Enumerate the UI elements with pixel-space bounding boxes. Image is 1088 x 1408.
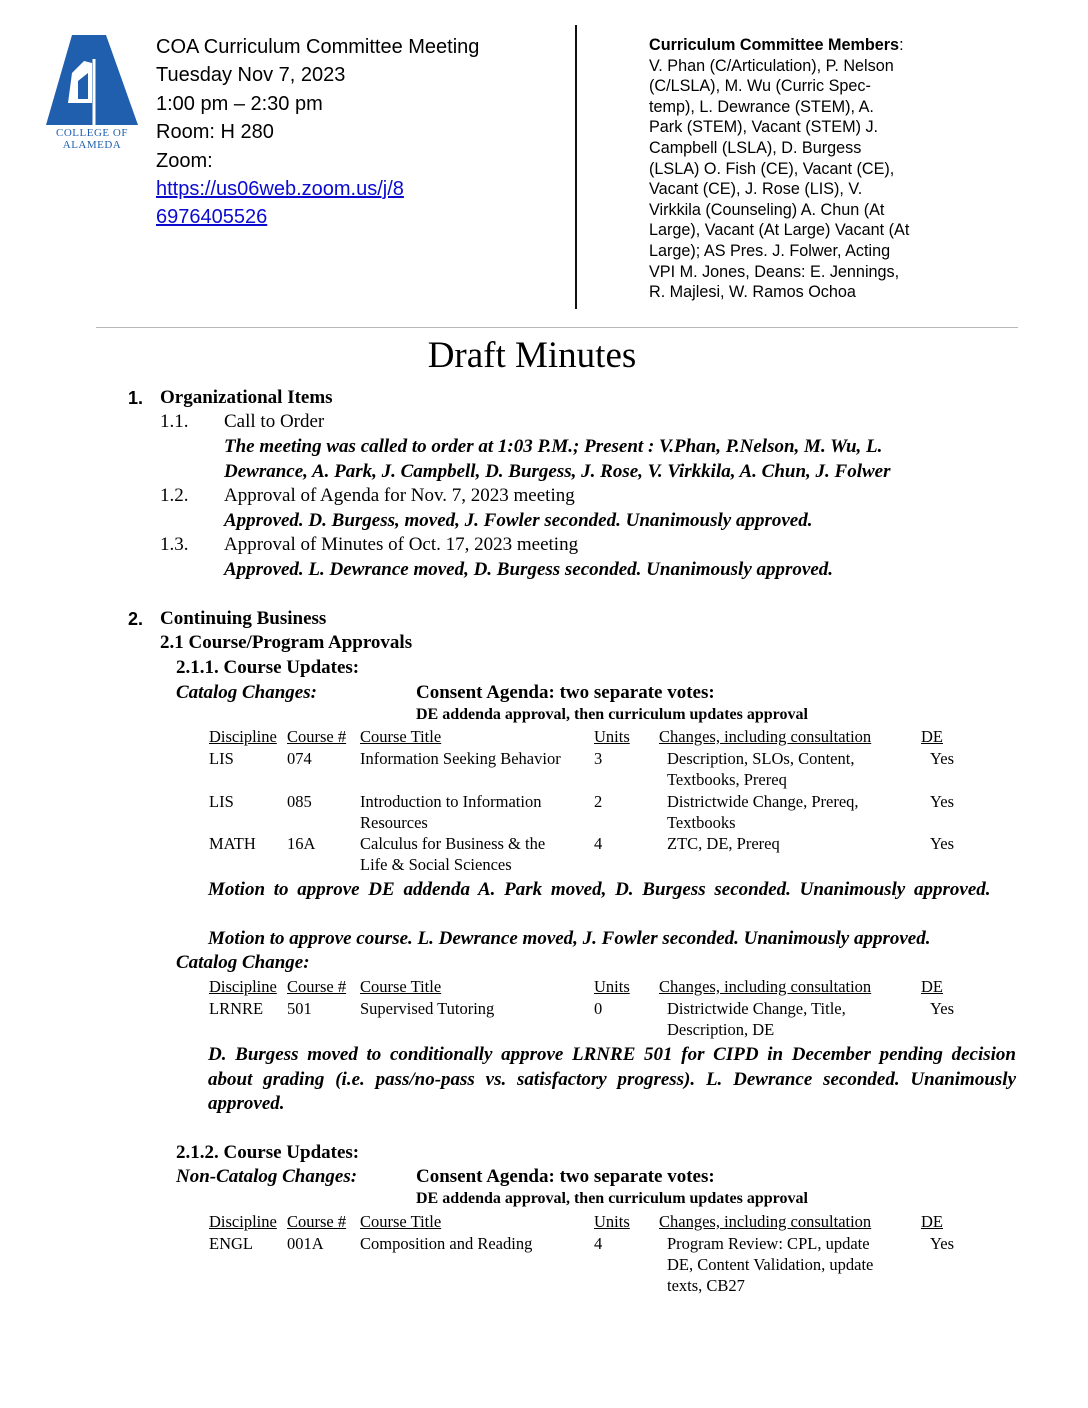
col-header-de: DE — [921, 727, 943, 746]
item-note: Approved. D. Burgess, moved, J. Fowler seconded. Unanimously approved. — [224, 510, 813, 531]
cell-de: Yes — [930, 792, 955, 811]
subsection-heading: 2.1 Course/Program Approvals — [160, 632, 413, 653]
col-header-course-num: Course # — [287, 727, 347, 746]
consent-agenda-sub: DE addenda approval, then curriculum updates approval — [416, 706, 808, 723]
college-of-alameda-logo — [44, 33, 140, 153]
members-line: temp), L. Dewrance (STEM), A. — [649, 97, 874, 116]
catalog-changes-label: Catalog Changes: — [176, 682, 317, 703]
cell-changes: DE, Content Validation, update — [667, 1255, 874, 1274]
section-number: 1. — [128, 388, 144, 408]
col-header-discipline: Discipline — [209, 1212, 277, 1231]
item-number: 1.1. — [160, 411, 189, 432]
cell-course-title: Life & Social Sciences — [360, 855, 512, 874]
zoom-link-line2[interactable]: 6976405526 — [156, 206, 268, 229]
cell-discipline: LIS — [209, 749, 234, 768]
members-heading-colon: : — [899, 36, 904, 54]
cell-course-title: Composition and Reading — [360, 1234, 533, 1253]
course-table-catalog — [209, 727, 969, 877]
meeting-room: Room: H 280 — [156, 121, 274, 144]
cell-changes: Textbooks — [667, 813, 736, 832]
cell-units: 2 — [594, 792, 603, 811]
col-header-de: DE — [921, 1212, 943, 1231]
col-header-units: Units — [594, 977, 630, 996]
motion-lrnre-501: D. Burgess moved to conditionally approve LRNRE 501 for CIPD in December pending decision about grading (i.e. pass/no-pass vs. satisfactory progress). L. Dewrance seconded. Unanimously approved. — [208, 1044, 1016, 1114]
course-table-non-catalog — [209, 1212, 969, 1302]
cell-units: 4 — [594, 1234, 603, 1253]
col-header-course-title: Course Title — [360, 977, 442, 996]
members-line: VPI M. Jones, Deans: E. Jennings, — [649, 262, 900, 281]
item-label: Call to Order — [224, 411, 325, 432]
col-header-course-num: Course # — [287, 977, 347, 996]
col-header-discipline: Discipline — [209, 977, 277, 996]
cell-course-num: 085 — [287, 792, 312, 811]
logo-text-line1: COLLEGE OF — [56, 127, 128, 139]
section-1-heading — [128, 386, 333, 412]
section-title: Organizational Items — [160, 387, 333, 408]
members-line: Virkkila (Counseling) A. Chun (At — [649, 200, 885, 219]
cell-units: 0 — [594, 999, 603, 1018]
cell-discipline: ENGL — [209, 1234, 253, 1253]
non-catalog-changes-label: Non-Catalog Changes: — [176, 1166, 358, 1187]
cell-discipline: LIS — [209, 792, 234, 811]
members-line: (C/LSLA), M. Wu (Curric Spec- — [649, 77, 871, 96]
committee-members — [649, 35, 949, 303]
meeting-date: Tuesday Nov 7, 2023 — [156, 64, 346, 87]
col-header-changes: Changes, including consultation — [659, 727, 872, 746]
members-line: R. Majlesi, W. Ramos Ochoa — [649, 283, 856, 302]
cell-changes: ZTC, DE, Prereq — [667, 834, 780, 853]
horizontal-rule — [96, 327, 1018, 328]
cell-de: Yes — [930, 834, 955, 853]
cell-changes: Districtwide Change, Title, — [667, 999, 846, 1018]
section-title: Continuing Business — [160, 608, 327, 629]
meeting-time: 1:00 pm – 2:30 pm — [156, 92, 323, 115]
cell-discipline: LRNRE — [209, 999, 264, 1018]
cell-course-num: 501 — [287, 999, 312, 1018]
cell-course-title: Resources — [360, 813, 428, 832]
cell-course-num: 074 — [287, 749, 312, 768]
col-header-changes: Changes, including consultation — [659, 977, 872, 996]
members-line: Large); AS Pres. J. Folwer, Acting — [649, 241, 891, 260]
item-note: Approved. L. Dewrance moved, D. Burgess seconded. Unanimously approved. — [224, 559, 834, 580]
course-table-catalog-change — [209, 977, 969, 1043]
motion-de-addenda: Motion to approve DE addenda A. Park moved, D. Burgess seconded. Unanimously approved. — [208, 879, 991, 900]
col-header-course-title: Course Title — [360, 1212, 442, 1231]
item-label: Approval of Agenda for Nov. 7, 2023 meeting — [224, 485, 575, 506]
cell-course-title: Calculus for Business & the — [360, 834, 546, 853]
cell-changes: Districtwide Change, Prereq, — [667, 792, 859, 811]
item-note: The meeting was called to order at 1:03 P.M.; Present : V.Phan, P.Nelson, M. Wu, L. — [224, 436, 883, 457]
meeting-title: COA Curriculum Committee Meeting — [156, 36, 480, 58]
cell-de: Yes — [930, 999, 955, 1018]
cell-course-title: Information Seeking Behavior — [360, 749, 561, 768]
cell-changes: Description, DE — [667, 1020, 775, 1039]
cell-changes: Description, SLOs, Content, — [667, 749, 855, 768]
cell-de: Yes — [930, 1234, 955, 1253]
cell-units: 3 — [594, 749, 603, 768]
zoom-label: Zoom: — [156, 149, 213, 172]
subsubsection-heading: 2.1.1. Course Updates: — [176, 657, 360, 678]
item-number: 1.2. — [160, 485, 189, 506]
header-vertical-divider — [575, 25, 577, 309]
section-2-heading — [128, 607, 327, 633]
members-heading: Curriculum Committee Members — [649, 36, 900, 54]
item-note: Dewrance, A. Park, J. Campbell, D. Burgess, J. Rose, V. Virkkila, A. Chun, J. Folwer — [224, 461, 891, 482]
col-header-de: DE — [921, 977, 943, 996]
col-header-course-num: Course # — [287, 1212, 347, 1231]
page-title: Draft Minutes — [427, 335, 637, 376]
col-header-changes: Changes, including consultation — [659, 1212, 872, 1231]
members-line: Park (STEM), Vacant (STEM) J. — [649, 118, 879, 137]
members-line: Vacant (CE), J. Rose (LIS), V. — [649, 180, 863, 199]
consent-agenda-label: Consent Agenda: two separate votes: — [416, 682, 715, 703]
subsubsection-heading: 2.1.2. Course Updates: — [176, 1142, 360, 1163]
logo-text-line2: ALAMEDA — [62, 139, 122, 151]
col-header-discipline: Discipline — [209, 727, 277, 746]
cell-units: 4 — [594, 834, 603, 853]
cell-course-num: 16A — [287, 834, 316, 853]
motion-approve-course: Motion to approve course. L. Dewrance moved, J. Fowler seconded. Unanimously approved. — [208, 928, 931, 949]
consent-agenda-label: Consent Agenda: two separate votes: — [416, 1166, 715, 1187]
zoom-link-line1[interactable]: https://us06web.zoom.us/j/8 — [156, 178, 404, 201]
members-line: V. Phan (C/Articulation), P. Nelson — [649, 56, 894, 75]
meeting-info — [156, 33, 479, 232]
members-line: Campbell (LSLA), D. Burgess — [649, 138, 862, 157]
item-label: Approval of Minutes of Oct. 17, 2023 meeting — [224, 534, 579, 555]
cell-changes: Program Review: CPL, update — [667, 1234, 870, 1253]
section-number: 2. — [128, 609, 144, 629]
cell-course-title: Supervised Tutoring — [360, 999, 495, 1018]
col-header-course-title: Course Title — [360, 727, 442, 746]
catalog-change-label: Catalog Change: — [176, 952, 310, 973]
cell-course-num: 001A — [287, 1234, 324, 1253]
cell-course-title: Introduction to Information — [360, 792, 542, 811]
members-line: (LSLA) O. Fish (CE), Vacant (CE), — [649, 159, 895, 178]
col-header-units: Units — [594, 727, 630, 746]
cell-changes: Textbooks, Prereq — [667, 770, 787, 789]
members-line: Large), Vacant (At Large) Vacant (At — [649, 221, 910, 240]
col-header-units: Units — [594, 1212, 630, 1231]
cell-discipline: MATH — [209, 834, 256, 853]
item-number: 1.3. — [160, 534, 189, 555]
consent-agenda-sub: DE addenda approval, then curriculum updates approval — [416, 1190, 808, 1207]
cell-de: Yes — [930, 749, 955, 768]
cell-changes: texts, CB27 — [667, 1276, 745, 1295]
